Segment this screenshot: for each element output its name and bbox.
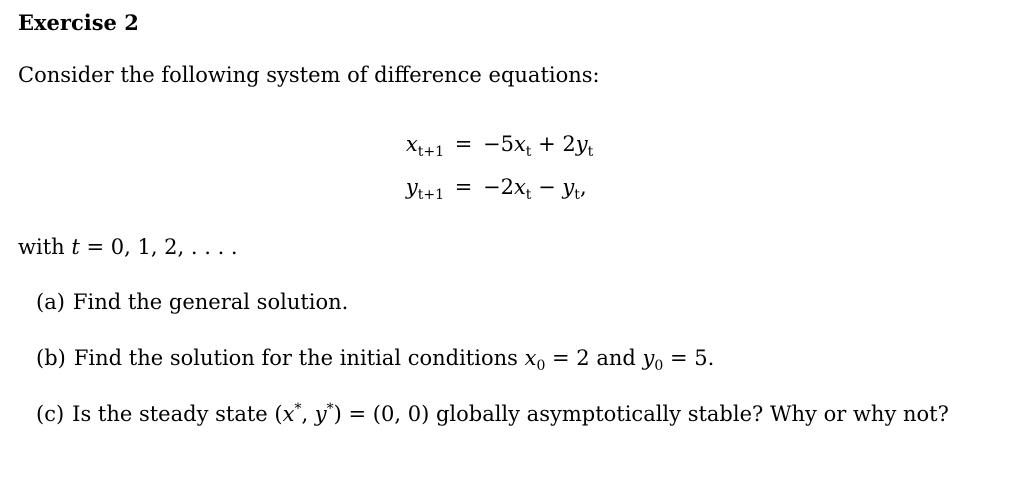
eq1-rel: = — [454, 132, 473, 156]
part-b-var-x: x — [524, 346, 537, 370]
eq2-lhs-sub: t+1 — [417, 187, 444, 203]
part-b — [36, 344, 714, 372]
part-b-mid: = 2 and — [545, 346, 643, 370]
eq1-rhs-a: −5 — [482, 132, 514, 156]
eq1-lhs-sub: t+1 — [417, 144, 444, 160]
part-c-var-y: y — [314, 402, 327, 426]
eq1-rhs-a-var: x — [513, 132, 526, 156]
eq2-rhs-b-var: y — [562, 175, 575, 199]
eq2-rhs-a-sub: t — [525, 187, 532, 203]
intro-paragraph: Consider the following system of difference equations: — [18, 63, 600, 87]
eq1-rhs-op: + 2 — [538, 132, 576, 156]
with-var: t — [71, 235, 80, 259]
exercise-heading: Exercise 2 — [18, 10, 139, 35]
part-b-var-x-sub: 0 — [536, 358, 546, 374]
part-b-end: = 5. — [663, 346, 715, 370]
part-c-text: Is the steady state ( — [72, 402, 283, 426]
part-c-label: (c) — [36, 402, 65, 426]
part-c-end: ) = (0, 0) globally asymptotically stable? Why or why not? — [333, 402, 949, 426]
part-b-text: Find the solution for the initial conditions — [73, 346, 525, 370]
part-a-label: (a) — [36, 290, 65, 314]
index-range-line — [18, 233, 238, 261]
part-a — [36, 288, 348, 316]
part-b-var-y-sub: 0 — [654, 358, 664, 374]
with-rest: = 0, 1, 2, . . . . — [79, 235, 238, 259]
part-c-comma: , — [301, 402, 315, 426]
part-c-var-x: x — [282, 402, 295, 426]
part-c-var-y-star: * — [326, 401, 334, 417]
eq2-rhs-op: − — [538, 175, 556, 199]
equation-line-1 — [378, 130, 708, 158]
part-c-var-x-star: * — [294, 401, 302, 417]
with-prefix: with — [18, 235, 72, 259]
eq2-rhs-a-var: x — [513, 175, 526, 199]
eq1-lhs-var: x — [405, 132, 418, 156]
eq2-lhs-var: y — [405, 175, 418, 199]
eq1-rhs-a-sub: t — [525, 144, 532, 160]
eq2-rel: = — [454, 175, 473, 199]
part-c — [36, 400, 949, 428]
eq1-rhs-b-var: y — [575, 132, 588, 156]
eq2-rhs-a: −2 — [482, 175, 514, 199]
eq2-rhs-b-sub: t — [574, 187, 580, 203]
part-a-text: Find the general solution. — [72, 290, 349, 314]
eq1-rhs-b-sub: t — [587, 144, 594, 160]
part-b-var-y: y — [642, 346, 655, 370]
part-b-label: (b) — [36, 346, 66, 370]
equation-line-2 — [378, 173, 708, 201]
eq2-end: , — [579, 175, 587, 199]
